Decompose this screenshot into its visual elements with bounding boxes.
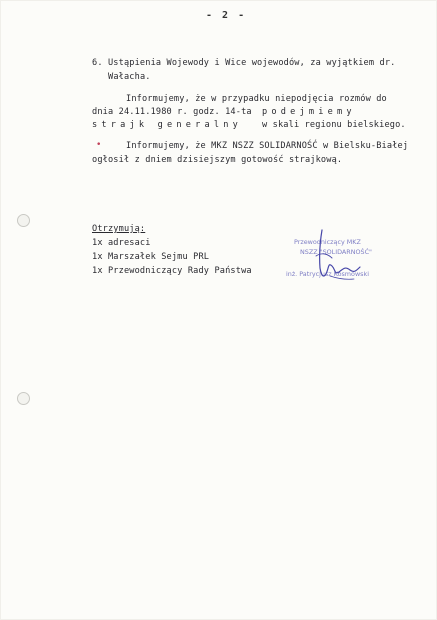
stamp-organization: NSZZ "SOLIDARNOŚĆ" [300, 248, 372, 256]
stamp-title: Przewodniczący MKZ [294, 238, 361, 246]
punch-hole-bottom [17, 392, 30, 405]
recipient-item: 1x adresaci [92, 238, 151, 248]
paragraph-2-line-2: ogłosił z dniem dzisiejszym gotowość strajkową. [92, 155, 343, 165]
paragraph-2-line-1: Informujemy, że MKZ NSZZ SOLIDARNOŚĆ w Bielsku-Białej [126, 141, 409, 151]
item-6-line-1: 6. Ustąpienia Wojewody i Wice wojewodów, za wyjątkiem dr. [92, 58, 396, 68]
punch-hole-top [17, 214, 30, 227]
recipient-item: 1x Przewodniczący Rady Państwa [92, 266, 252, 276]
page-number: - 2 - [206, 10, 247, 21]
stamp-name: inż. Patrycjusz Kosmowski [286, 270, 369, 278]
paragraph-1-line-1: Informujemy, że w przypadku niepodjęcia rozmów do [126, 94, 387, 104]
recipient-item: 1x Marszałek Sejmu PRL [92, 252, 210, 262]
paragraph-1-line-2: dnia 24.11.1980 r. godz. 14-ta [92, 107, 252, 117]
paragraph-1-line-3: w skali regionu bielskiego. [262, 120, 406, 130]
handwritten-signature [276, 228, 386, 288]
paragraph-1-line-3-spaced: strajk generalny [92, 120, 242, 130]
recipients-heading: Otrzymują: [92, 224, 146, 234]
item-6-line-2: Wałacha. [108, 72, 151, 82]
signature-stamp [276, 228, 386, 288]
red-pencil-mark: • [96, 140, 102, 150]
paragraph-1-line-2-spaced: podejmiemy [262, 107, 356, 117]
